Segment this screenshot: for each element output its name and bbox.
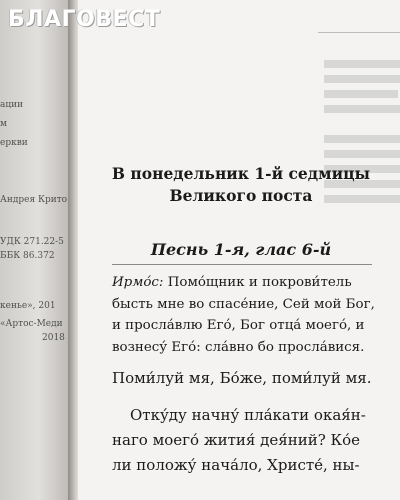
irmos-line: вознесу́ Его́: сла́вно бо просла́вися. <box>112 339 365 355</box>
irmos-line <box>112 272 394 294</box>
left-page-fragment: м <box>0 119 8 129</box>
section-title <box>82 163 400 207</box>
ode-title: Песнь 1-я, глас 6-й <box>150 240 332 259</box>
running-header-shadow <box>318 26 400 33</box>
left-page-fragment: ББК 86.372 <box>0 251 55 261</box>
left-page-fragment: ации <box>0 100 24 110</box>
section-title-line: В понедельник 1-й седмицы <box>111 164 371 183</box>
troparion-line: наго моего́ жития́ дея́ний? Ко́е <box>112 431 361 449</box>
left-page-fragment: еркви <box>0 138 28 148</box>
irmos-label: Ирмо́с: <box>112 275 164 290</box>
left-page <box>0 0 70 500</box>
left-page-fragment: УДК 271.22-5 <box>0 237 64 247</box>
left-page-fragment: кенье», 201 <box>0 301 56 311</box>
irmos-paragraph <box>112 272 394 358</box>
ode-divider <box>112 264 372 265</box>
troparion-line: ли положу́ нача́ло, Христе́, ны- <box>112 456 360 474</box>
irmos-text: Помо́щник и покрови́тель <box>167 275 352 290</box>
irmos-line: бысть мне во спасе́ние, Сей мой Бог, <box>112 296 375 312</box>
irmos-line: и просла́влю Его́, Бог отца́ моего́, и <box>112 318 365 334</box>
left-page-fragment: 2018 <box>42 333 65 343</box>
section-title-line: Великого поста <box>169 186 313 205</box>
watermark-logo: БЛАГОВЕСТ <box>8 7 161 32</box>
troparion-line: Отку́ду начну́ пла́кати окая́н- <box>130 406 366 424</box>
left-page-fragment: Андрея Крито <box>0 195 68 205</box>
troparion-paragraph <box>112 403 400 478</box>
refrain: Поми́луй мя, Бо́же, поми́луй мя. <box>112 369 372 387</box>
left-page-fragment: «Артос-Меди <box>0 319 63 329</box>
